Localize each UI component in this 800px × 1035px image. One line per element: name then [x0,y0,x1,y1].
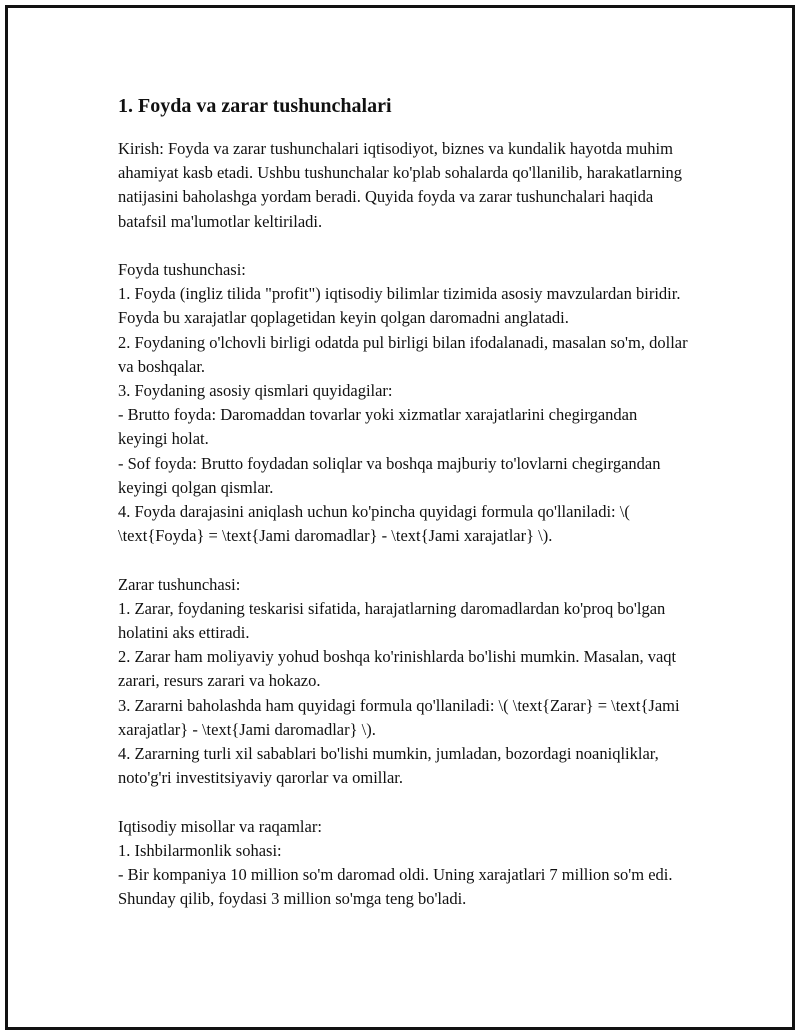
intro-paragraph: Kirish: Foyda va zarar tushunchalari iqtisodiyot, biznes va kundalik hayotda muhim ahamiyat kasb etadi. Ushbu tushunchalar ko'plab sohalarda qo'llanilib, harakatlarning natijasini baholashga yordam beradi. Quyida foyda va zarar tushunchalari haqida batafsil ma'lumotlar keltiriladi. [118,139,683,231]
sub-list-item: - Sof foyda: Brutto foydadan soliqlar va boshqa majburiy to'lovlarni chegirgandan keyingi qolgan qismlar. [118,453,661,497]
list-item: 4. Zararning turli xil sabablari bo'lishi mumkin, jumladan, bozordagi noaniqliklar, noto'g'ri investitsiyaviy qarorlar va omillar. [118,744,659,788]
profit-section [118,258,690,548]
list-item: 3. Foydaning asosiy qismlari quyidagilar: [118,381,393,401]
list-item: 3. Zararni baholashda ham quyidagi formula qo'llaniladi: \( \text{Zarar} = \text{Jami xarajatlar} - \text{Jami daromadlar} \). [118,695,680,739]
section-heading: Foyda tushunchasi: [118,260,246,279]
paragraph-gap [118,548,690,572]
paragraph-gap [118,790,690,814]
sub-list-item: - Bir kompaniya 10 million so'm daromad oldi. Uning xarajatlari 7 million so'm edi. Shunday qilib, foydasi 3 million so'mga teng bo'ladi. [118,865,673,909]
examples-section [118,815,690,912]
list-item: 1. Zarar, foydaning teskarisi sifatida, harajatlarning daromadlardan ko'proq bo'lgan holatini aks ettiradi. [118,598,666,643]
loss-section [118,573,690,791]
list-item: 2. Foydaning o'lchovli birligi odatda pul birligi bilan ifodalanadi, masalan so'm, dollar va boshqalar. [118,332,688,376]
paragraph-gap [118,234,690,258]
document-body [118,93,690,911]
section-heading: Iqtisodiy misollar va raqamlar: [118,816,322,836]
section-heading: Zarar tushunchasi: [118,574,241,594]
list-item: 1. Ishbilarmonlik sohasi: [118,840,282,860]
sub-list-item: - Brutto foyda: Daromaddan tovarlar yoki xizmatlar xarajatlarini chegirgandan keyingi holat. [118,405,638,449]
list-item: 4. Foyda darajasini aniqlash uchun ko'pincha quyidagi formula qo'llaniladi: \( \text{Foyda} = \text{Jami daromadlar} - \text{Jami xarajatlar} \). [118,502,630,546]
list-item: 1. Foyda (ingliz tilida "profit") iqtisodiy bilimlar tizimida asosiy mavzulardan biridir. Foyda bu xarajatlar qoplagetidan keyin qolgan daromadni anglatadi. [118,284,681,328]
document-title: 1. Foyda va zarar tushunchalari [118,95,392,117]
list-item: 2. Zarar ham moliyaviy yohud boshqa ko'rinishlarda bo'lishi mumkin. Masalan, vaqt zarari, resurs zarari va hokazo. [118,647,677,691]
